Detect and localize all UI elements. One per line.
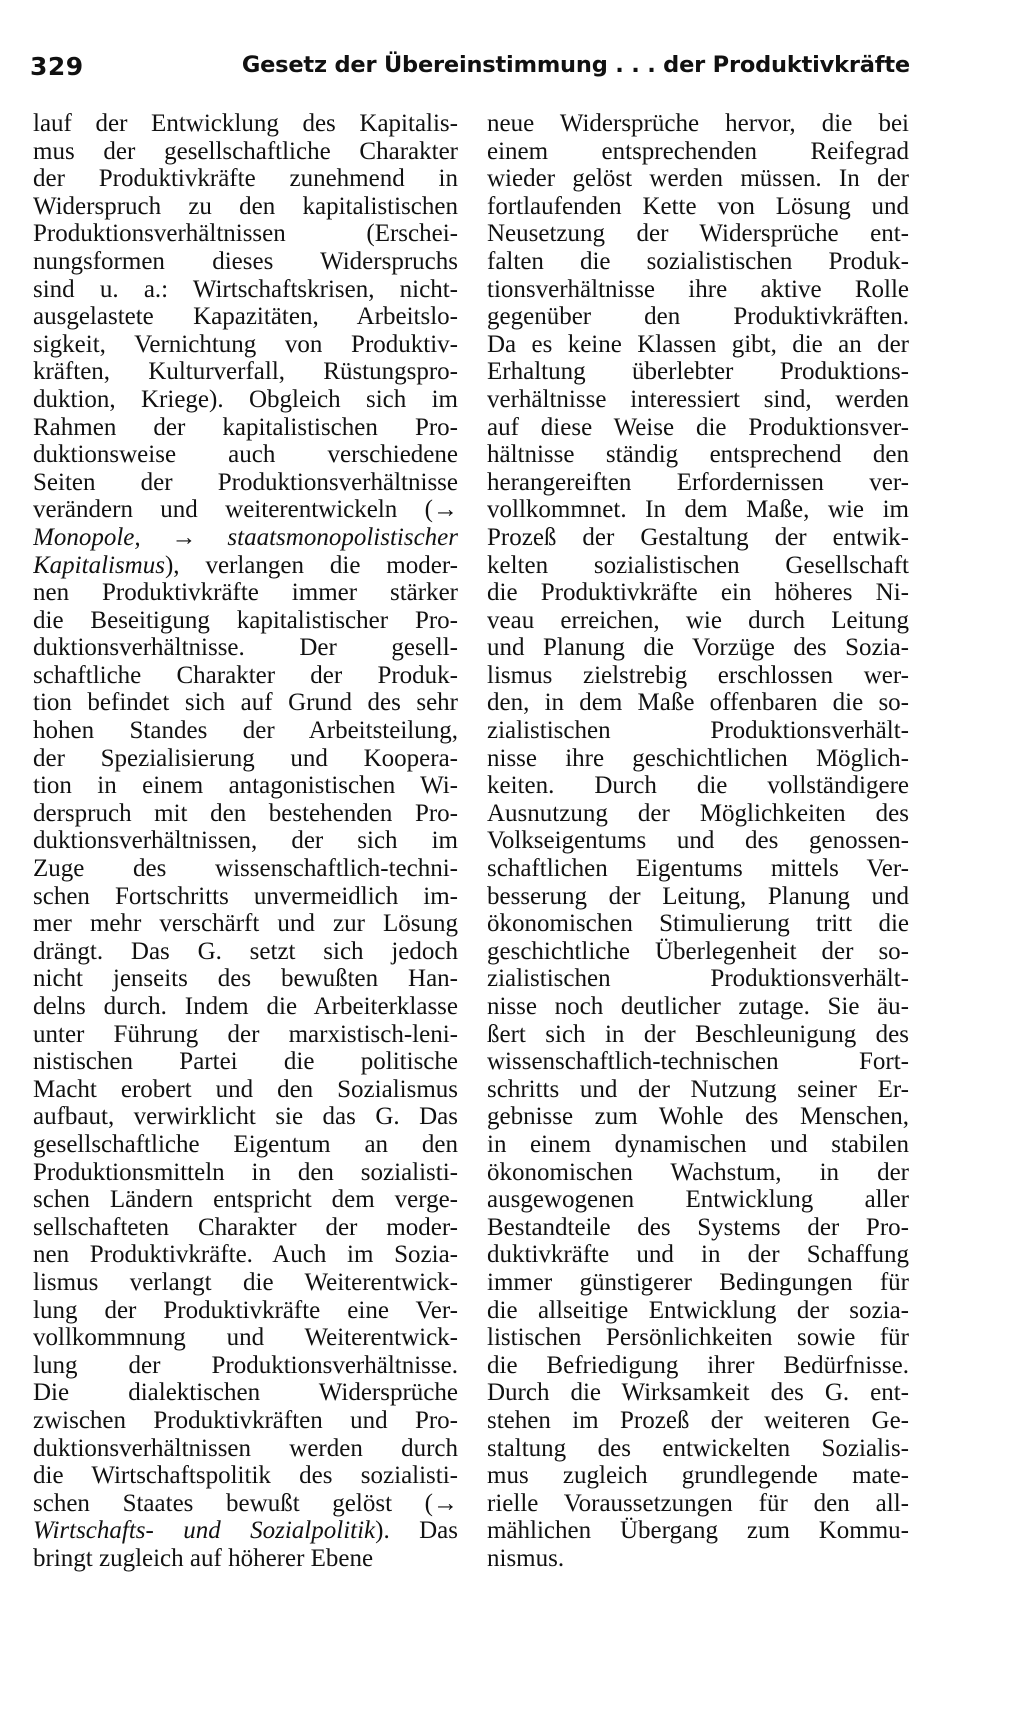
text-line: Seiten der Produktionsverhältnisse — [33, 468, 458, 496]
text-line: mer mehr verschärft und zur Lösung — [33, 910, 458, 938]
text-line: gegenüber den Produktivkräften. — [487, 303, 909, 331]
text-line: mus zugleich grundlegende mate- — [487, 1462, 909, 1490]
text-line: schaftliche Charakter der Produk- — [33, 661, 458, 689]
text-line: zialistischen Produktionsverhält- — [487, 717, 909, 745]
text-line: vollkommnung und Weiterentwick- — [33, 1324, 458, 1352]
text-line: geschichtliche Überlegenheit der so- — [487, 937, 909, 965]
text-line: staltung des entwickelten Sozialis- — [487, 1434, 909, 1462]
text-line: ausgelastete Kapazitäten, Arbeitslo- — [33, 303, 458, 331]
text-line: nen Produktivkräfte immer stärker — [33, 579, 458, 607]
left-text-column — [33, 110, 458, 1572]
text-line: die Produktivkräfte ein höheres Ni- — [487, 579, 909, 607]
text-line: verhältnisse interessiert sind, werden — [487, 385, 909, 413]
text-line: nungsformen dieses Widerspruchs — [33, 247, 458, 275]
right-text-column — [487, 110, 909, 1572]
text-line: Ausnutzung der Möglichkeiten des — [487, 799, 909, 827]
text-line: in einem dynamischen und stabilen — [487, 1130, 909, 1158]
text-line: lismus zielstrebig erschlossen wer- — [487, 661, 909, 689]
text-line: Volkseigentums und des genossen- — [487, 827, 909, 855]
text-line: tion in einem antagonistischen Wi- — [33, 772, 458, 800]
text-line: Bestandteile des Systems der Pro- — [487, 1213, 909, 1241]
text-line: zialistischen Produktionsverhält- — [487, 965, 909, 993]
text-line: der Spezialisierung und Koopera- — [33, 744, 458, 772]
text-line: sigkeit, Vernichtung von Produktiv- — [33, 330, 458, 358]
text-line: einem entsprechenden Reifegrad — [487, 137, 909, 165]
text-line: schen Staates bewußt gelöst (→ — [33, 1489, 458, 1517]
text-line: Neusetzung der Widersprüche ent- — [487, 220, 909, 248]
text-line: Zuge des wissenschaftlich-techni- — [33, 855, 458, 883]
text-line: wieder gelöst werden müssen. In der — [487, 165, 909, 193]
text-line: lauf der Entwicklung des Kapitalis- — [33, 110, 458, 137]
text-line: gesellschaftliche Eigentum an den — [33, 1130, 458, 1158]
text-line: die Wirtschaftspolitik des sozialisti- — [33, 1462, 458, 1490]
text-line: Kapitalismus), verlangen die moder- — [33, 551, 458, 579]
text-line: unter Führung der marxistisch-leni- — [33, 1020, 458, 1048]
text-line: Erhaltung überlebter Produktions- — [487, 358, 909, 386]
text-line: kelten sozialistischen Gesellschaft — [487, 551, 909, 579]
text-line: Wirtschafts- und Sozialpolitik). Das — [33, 1517, 458, 1545]
text-line: wissenschaftlich-technischen Fort- — [487, 1048, 909, 1076]
text-line: schen Fortschritts unvermeidlich im- — [33, 882, 458, 910]
text-line: gebnisse zum Wohle des Menschen, — [487, 1103, 909, 1131]
text-line: der Produktivkräfte zunehmend in — [33, 165, 458, 193]
text-line: fortlaufenden Kette von Lösung und — [487, 192, 909, 220]
text-line: den, in dem Maße offenbaren die so- — [487, 689, 909, 717]
text-line: derspruch mit den bestehenden Pro- — [33, 799, 458, 827]
page-number: 329 — [30, 52, 84, 81]
text-line: schritts und der Nutzung seiner Er- — [487, 1075, 909, 1103]
text-line: und Planung die Vorzüge des Sozia- — [487, 634, 909, 662]
text-line: tionsverhältnisse ihre aktive Rolle — [487, 275, 909, 303]
text-line: Da es keine Klassen gibt, die an der — [487, 330, 909, 358]
text-line: duktionsverhältnissen, der sich im — [33, 827, 458, 855]
text-line: duktion, Kriege). Obgleich sich im — [33, 385, 458, 413]
text-line: zwischen Produktivkräften und Pro- — [33, 1406, 458, 1434]
text-line: bringt zugleich auf höherer Ebene — [33, 1544, 374, 1572]
text-line: sellschafteten Charakter der moder- — [33, 1213, 458, 1241]
text-line: listischen Persönlichkeiten sowie für — [487, 1324, 909, 1352]
text-line: Produktionsmitteln in den sozialisti- — [33, 1158, 458, 1186]
text-line: die allseitige Entwicklung der sozia- — [487, 1296, 909, 1324]
text-line: kräften, Kulturverfall, Rüstungspro- — [33, 358, 458, 386]
text-line: ßert sich in der Beschleunigung des — [487, 1020, 909, 1048]
text-line: lung der Produktionsverhältnisse. — [33, 1351, 458, 1379]
text-line: verändern und weiterentwickeln (→ — [33, 496, 458, 524]
text-line: delns durch. Indem die Arbeiterklasse — [33, 993, 458, 1020]
text-line: Macht erobert und den Sozialismus — [33, 1075, 458, 1103]
text-line: die Befriedigung ihrer Bedürfnisse. — [487, 1351, 909, 1379]
text-line: besserung der Leitung, Planung und — [487, 882, 909, 910]
text-line: hältnisse ständig entsprechend den — [487, 441, 909, 469]
text-line: schaftlichen Eigentums mittels Ver- — [487, 855, 909, 883]
text-line: drängt. Das G. setzt sich jedoch — [33, 937, 458, 965]
text-line: die Beseitigung kapitalistischer Pro- — [33, 606, 458, 634]
running-head: Gesetz der Übereinstimmung . . . der Produktivkräfte — [241, 52, 910, 78]
text-line: veau erreichen, wie durch Leitung — [487, 606, 909, 634]
text-line: nistischen Partei die politische — [33, 1048, 458, 1076]
text-line: tion befindet sich auf Grund des sehr — [33, 689, 458, 717]
text-line: Die dialektischen Widersprüche — [33, 1379, 458, 1407]
text-line: nisse ihre geschichtlichen Möglich- — [487, 744, 909, 772]
text-line: ökonomischen Wachstum, in der — [487, 1158, 909, 1186]
text-line: Monopole, → staatsmonopolistischer — [33, 523, 458, 551]
text-line: duktionsweise auch verschiedene — [33, 441, 458, 469]
text-line: stehen im Prozeß der weiteren Ge- — [487, 1406, 909, 1434]
text-line: lismus verlangt die Weiterentwick- — [33, 1268, 458, 1296]
text-line: duktivkräfte und in der Schaffung — [487, 1241, 909, 1269]
text-line: Produktionsverhältnissen (Erschei- — [33, 220, 458, 248]
text-line: auf diese Weise die Produktionsver- — [487, 413, 909, 441]
text-line: hohen Standes der Arbeitsteilung, — [33, 717, 458, 745]
text-line: sind u. a.: Wirtschaftskrisen, nicht- — [33, 275, 458, 303]
text-line: duktionsverhältnisse. Der gesell- — [33, 634, 458, 662]
text-line: keiten. Durch die vollständigere — [487, 772, 909, 800]
text-line: nen Produktivkräfte. Auch im Sozia- — [33, 1241, 458, 1269]
text-line: ökonomischen Stimulierung tritt die — [487, 910, 909, 938]
text-line: immer günstigerer Bedingungen für — [487, 1268, 909, 1296]
text-line: Prozeß der Gestaltung der entwik- — [487, 523, 909, 551]
text-line: nismus. — [487, 1544, 565, 1572]
text-line: herangereiften Erfordernissen ver- — [487, 468, 909, 496]
text-line: rielle Voraussetzungen für den all- — [487, 1489, 909, 1517]
text-line: duktionsverhältnissen werden durch — [33, 1434, 458, 1462]
text-line: lung der Produktivkräfte eine Ver- — [33, 1296, 458, 1324]
text-line: mus der gesellschaftliche Charakter — [33, 137, 458, 165]
text-line: Durch die Wirksamkeit des G. ent- — [487, 1379, 909, 1407]
text-line: Widerspruch zu den kapitalistischen — [33, 192, 458, 220]
text-line: falten die sozialistischen Produk- — [487, 247, 909, 275]
text-line: neue Widersprüche hervor, die bei — [487, 110, 909, 137]
text-line: ausgewogenen Entwicklung aller — [487, 1186, 909, 1214]
text-line: Rahmen der kapitalistischen Pro- — [33, 413, 458, 441]
text-line: mählichen Übergang zum Kommu- — [487, 1517, 909, 1545]
text-line: aufbaut, verwirklicht sie das G. Das — [33, 1103, 458, 1131]
text-line: nisse noch deutlicher zutage. Sie äu- — [487, 993, 909, 1020]
text-line: schen Ländern entspricht dem verge- — [33, 1186, 458, 1214]
page-header — [30, 52, 910, 92]
text-line: vollkommnet. In dem Maße, wie im — [487, 496, 909, 524]
text-line: nicht jenseits des bewußten Han- — [33, 965, 458, 993]
